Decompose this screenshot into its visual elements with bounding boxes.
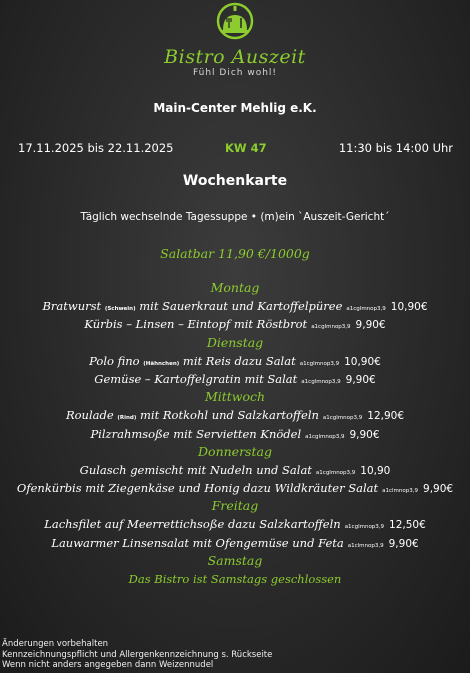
allergen-codes: a1clmnop3,9 <box>347 542 384 549</box>
dish-price: 10,90€ <box>344 355 381 368</box>
dish-price: 9,90€ <box>349 428 380 441</box>
day-heading: Mittwoch <box>204 389 266 405</box>
dish-price: 12,90€ <box>367 410 405 423</box>
allergen-codes: a1clmnop3,9 <box>382 488 419 495</box>
menu-item <box>0 315 470 333</box>
bistro-logo <box>0 2 470 82</box>
allergen-codes: a1cglmnop3,9 <box>322 415 363 422</box>
day-heading: Samstag <box>207 552 263 568</box>
calendar-week: KW 47 <box>225 141 267 155</box>
dish-price: 9,90€ <box>355 319 386 332</box>
footer-line: Kennzeichnungspflicht und Allergenkennzeichnung s. Rückseite <box>2 649 273 660</box>
footer-line: Änderungen vorbehalten <box>2 639 109 649</box>
dish-side: mit Reis dazu Salat <box>179 353 296 368</box>
salad-bar-price: Salatbar 11,90 €/1000g <box>160 246 310 261</box>
dish-price: 9,90€ <box>345 373 376 386</box>
allergen-codes: a1cglmnop3,9 <box>305 433 345 440</box>
menu-item <box>0 515 470 533</box>
dish-name: Pilzrahmsoße mit Servietten Knödel <box>90 426 302 441</box>
dish-price: 9,90€ <box>388 537 419 550</box>
dish-side: mit Rotkohl und Salzkartoffeln <box>136 408 319 423</box>
daily-soup-line: Täglich wechselnde Tagessuppe • (m)ein `Auszeit-Gericht´ <box>80 211 390 223</box>
logo-slogan: Fühl Dich wohl! <box>192 68 278 78</box>
dish-price: 10,90€ <box>390 301 428 314</box>
page-title: Wochenkarte <box>182 173 288 189</box>
dish-name: Kürbis – Linsen – Eintopf mit Röstbrot <box>84 317 308 332</box>
closed-notice: Das Bistro ist Samstags geschlossen <box>128 572 342 586</box>
weekly-menu <box>0 279 470 588</box>
allergen-codes: a1cglmnop3,9 <box>299 360 340 367</box>
menu-item <box>0 425 470 443</box>
allergen-codes: a1cglmnop3,9 <box>346 306 386 313</box>
menu-item <box>0 461 470 479</box>
dish-name: Bratwurst <box>42 299 102 314</box>
allergen-codes: a1cglmnop3,9 <box>301 378 341 385</box>
allergen-codes: a1cglmnop3,9 <box>315 469 356 476</box>
meat-note: (Hähnchen) <box>143 360 180 367</box>
menu-item <box>0 406 470 424</box>
menu-item <box>0 352 470 370</box>
meat-note: (Rind) <box>117 415 137 422</box>
menu-item <box>0 479 470 497</box>
dish-name: Ofenkürbis mit Ziegenkäse und Honig dazu Wildkräuter Salat <box>16 481 379 496</box>
menu-item <box>0 297 470 315</box>
dish-price: 10,90 <box>360 464 391 477</box>
dish-side: mit Sauerkraut und Kartoffelpüree <box>135 299 343 314</box>
footer-line: Wenn nicht anders angegeben dann Weizennudel <box>2 660 214 670</box>
menu-item <box>0 370 470 388</box>
dish-name: Lauwarmer Linsensalat mit Ofengemüse und Feta <box>51 535 344 550</box>
dish-price: 9,90€ <box>423 483 454 496</box>
menu-item <box>0 534 470 552</box>
date-row <box>0 141 470 157</box>
company-name: Main-Center Mehlig e.K. <box>153 101 317 115</box>
day-heading: Montag <box>210 280 260 295</box>
dish-name: Gulasch gemischt mit Nudeln und Salat <box>79 462 312 477</box>
dish-name: Gemüse – Kartoffelgratin mit Salat <box>94 371 298 386</box>
date-range: 17.11.2025 bis 22.11.2025 <box>18 141 174 155</box>
day-heading: Donnerstag <box>198 443 272 459</box>
allergen-codes: a1cglmnop3,9 <box>311 324 351 331</box>
allergen-codes: a1cglmnop3,9 <box>344 524 385 531</box>
footer-notes <box>2 639 272 671</box>
meat-note: (Schwein) <box>104 306 136 313</box>
dish-name: Polo fino <box>89 353 140 368</box>
logo-name: Bistro Auszeit <box>164 46 306 68</box>
dish-name: Roulade <box>65 408 114 423</box>
day-heading: Freitag <box>211 498 259 514</box>
day-heading: Dienstag <box>206 334 264 350</box>
opening-hours: 11:30 bis 14:00 Uhr <box>338 141 453 155</box>
dish-name: Lachsfilet auf Meerrettichsoße dazu Salzkartoffeln <box>44 517 341 532</box>
dish-price: 12,50€ <box>389 519 426 532</box>
cloche-icon <box>214 2 256 44</box>
